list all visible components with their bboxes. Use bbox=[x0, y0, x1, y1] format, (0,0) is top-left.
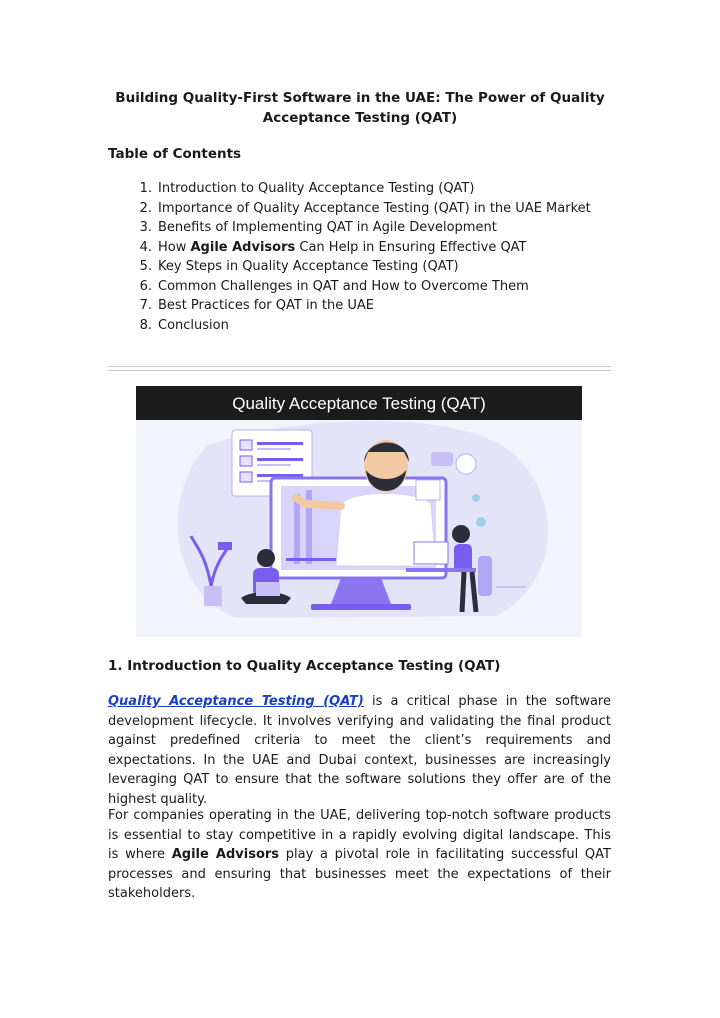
toc-heading: Table of Contents bbox=[108, 146, 242, 162]
toc-list bbox=[108, 179, 591, 335]
uae-paragraph: For companies operating in the UAE, delivering top-notch software products is essential to stay competitive in a rapidly evolving digital landscape. This is where Agile Advisors play a pivotal role in facilitating successful QAT processes and ensuring that businesses meet the expectations of their stakeholders. bbox=[108, 808, 611, 901]
agile-advisors-bold: Agile Advisors bbox=[171, 847, 280, 862]
toc-item[interactable]: 1. Introduction to Quality Acceptance Testing (QAT) bbox=[139, 181, 475, 196]
toc-item[interactable]: 5. Key Steps in Quality Acceptance Testing (QAT) bbox=[139, 259, 459, 274]
toc-item[interactable]: 2. Importance of Quality Acceptance Testing (QAT) in the UAE Market bbox=[139, 200, 591, 216]
toc-item[interactable]: 4. How Agile Advisors Can Help in Ensuring Effective QAT bbox=[139, 239, 527, 255]
toc-item[interactable]: 3. Benefits of Implementing QAT in Agile Development bbox=[139, 220, 497, 235]
hero-illustration bbox=[136, 386, 582, 637]
toc-item[interactable]: 8. Conclusion bbox=[139, 317, 229, 333]
toc-item[interactable]: 7. Best Practices for QAT in the UAE bbox=[139, 298, 375, 313]
qat-link[interactable]: Quality Acceptance Testing (QAT) bbox=[108, 694, 364, 709]
section-1-heading: 1. Introduction to Quality Acceptance Testing (QAT) bbox=[108, 658, 501, 674]
document-title: Building Quality-First Software in the UAE: The Power of Quality Acceptance Testing (QAT) bbox=[115, 90, 605, 126]
agile-advisors-bold: Agile Advisors bbox=[190, 239, 296, 255]
intro-paragraph: Quality Acceptance Testing (QAT) is a critical phase in the software development lifecycle. It involves verifying and validating the final product against predefined criteria to meet the client’s requirements and expectations. In the UAE and Dubai context, businesses are increasingly leveraging QAT to ensure that the software solutions they offer are of the highest quality. bbox=[108, 694, 611, 807]
toc-item[interactable]: 6. Common Challenges in QAT and How to Overcome Them bbox=[139, 278, 529, 294]
section-divider bbox=[108, 366, 611, 371]
hero-banner-text: Quality Acceptance Testing (QAT) bbox=[232, 394, 486, 413]
